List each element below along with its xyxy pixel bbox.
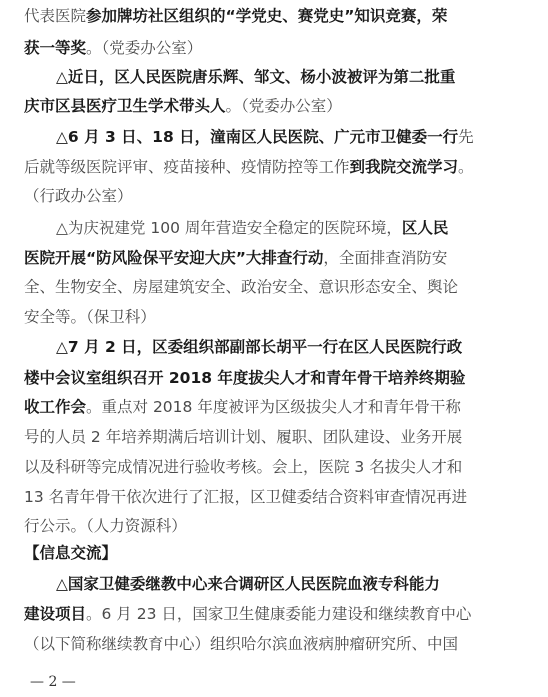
text-line [24,248,530,268]
section-heading-info-exchange: 【信息交流】 [24,544,118,562]
body-text: 。（党委办公室） [86,39,203,57]
text-line [56,218,530,238]
text-line [24,38,530,58]
body-text: 。 [458,158,474,176]
body-text: 全、生物安全、房屋建筑安全、政治安全、意识形态安全、舆论 [24,278,459,296]
text-line [24,397,530,417]
text-line [24,516,530,536]
bold-text: 收工作会 [24,398,87,416]
body-text: 。（党委办公室） [225,97,342,115]
bold-text: 庆市区县医疗卫生学术带头人 [24,97,226,115]
body-text: 13 名青年骨干依次进行了汇报，区卫健委结合资料审查情况再进 [24,488,468,506]
text-line [24,427,530,447]
bold-text: 区人民 [401,219,449,237]
bold-text: △国家卫健委继教中心来合调研区人民医院血液专科能力 [56,575,440,593]
text-line [56,67,530,87]
body-text: ，全面排查消防安 [323,249,448,267]
body-text: 号的人员 2 年培养期满后培训计划、履职、团队建设、业务开展 [24,428,463,446]
page-number: — 2 — [30,674,76,690]
body-text: 代表医院 [24,7,87,25]
bold-text: 楼中会议室组织召开 2018 年度拔尖人才和青年骨干培养终期验 [24,369,466,387]
bold-text: 参加牌坊社区组织的“学党史、赛党史”知识竞赛，荣 [86,7,448,25]
text-line [24,368,530,388]
bold-text: 获一等奖 [24,39,87,57]
text-line [24,487,530,507]
text-line [56,337,530,357]
text-line [24,277,530,297]
bold-text: △7 月 2 日，区委组织部副部长胡平一行在区人民医院行政 [56,338,463,356]
body-text: 。重点对 2018 年度被评为区级拔尖人才和青年骨干称 [86,398,461,416]
body-text: 以及科研等完成情况进行验收考核。会上，医院 3 名拔尖人才和 [24,458,463,476]
text-line [56,574,530,594]
text-line [24,457,530,477]
body-text: △为庆祝建党 100 周年营造安全稳定的医院环境， [56,219,402,237]
text-line [24,157,530,177]
body-text: 先 [458,128,474,146]
body-text: 后就等级医院评审、疫苗接种、疫情防控等工作 [24,158,350,176]
body-text: 行公示。（人力资源科） [24,517,187,535]
body-text: （以下简称继续教育中心）组织哈尔滨血液病肿瘤研究所、中国 [24,635,459,653]
text-line [24,634,530,654]
body-text: （行政办公室） [24,187,133,205]
text-line [24,6,530,26]
bold-text: △近日，区人民医院唐乐辉、邹文、杨小波被评为第二批重 [56,68,456,86]
bold-text: △6 月 3 日、18 日，潼南区人民医院、广元市卫健委一行 [56,128,459,146]
text-line [24,307,530,327]
text-line [24,96,530,116]
bold-text: 到我院交流学习 [349,158,459,176]
text-line [24,186,530,206]
text-line [56,127,530,147]
text-line [24,604,530,624]
bold-text: 建设项目 [24,605,87,623]
body-text: 。6 月 23 日，国家卫生健康委能力建设和继续教育中心 [86,605,472,623]
bold-text: 医院开展“防风险保平安迎大庆”大排查行动 [24,249,324,267]
body-text: 安全等。（保卫科） [24,308,156,326]
